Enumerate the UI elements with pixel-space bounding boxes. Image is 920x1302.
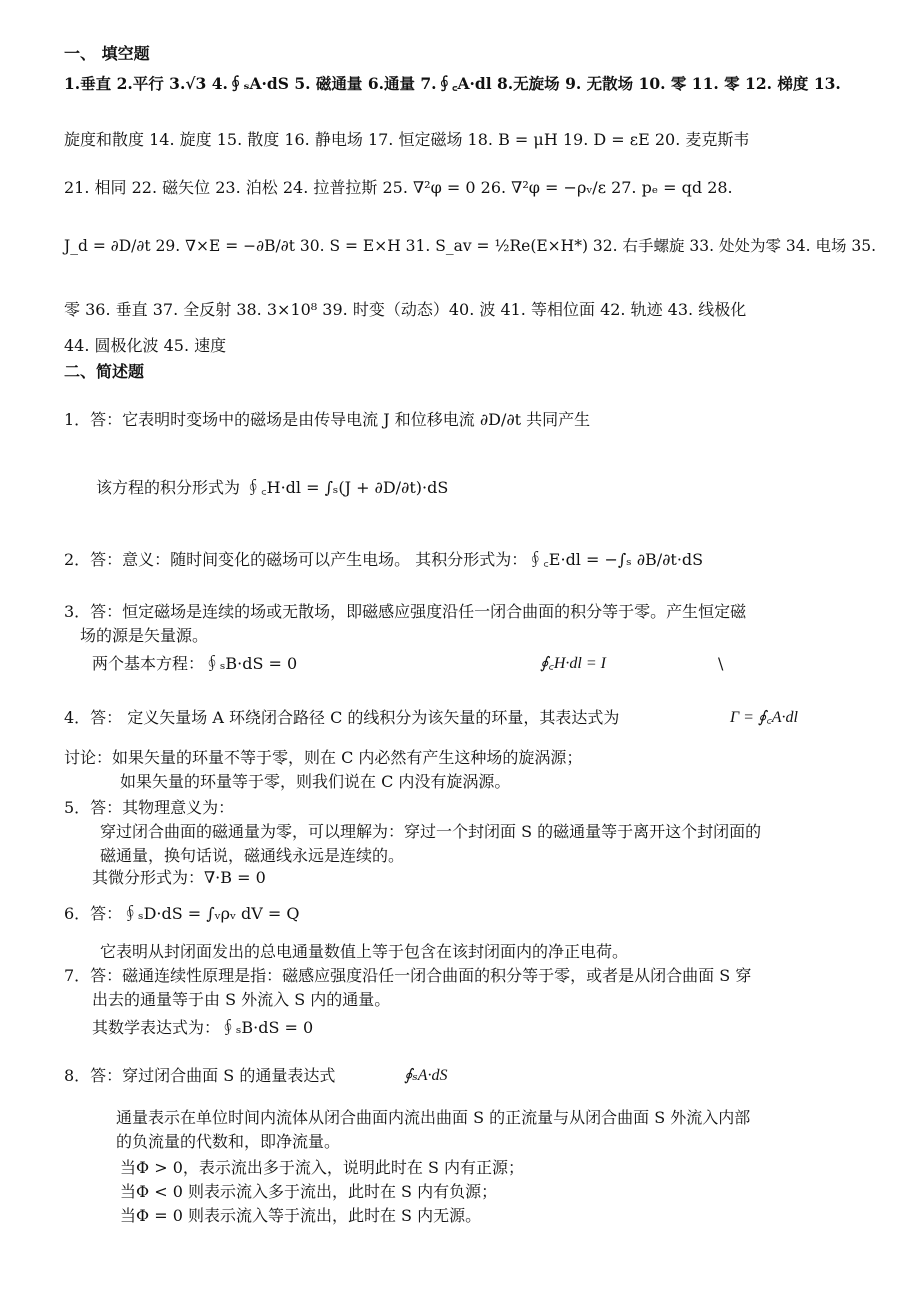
answer-3: 3．答：恒定磁场是连续的场或无散场，即磁感应强度沿任一闭合曲面的积分等于零。产生恒定磁 (64, 602, 747, 621)
answer-8-line-2: 通量表示在单位时间内流体从闭合曲面内流出曲面 S 的正流量与从闭合曲面 S 外流入内部 (116, 1108, 751, 1127)
answer-5-line-3: 磁通量，换句话说，磁通线永远是连续的。 (100, 846, 405, 865)
answer-2: 2．答：意义：随时间变化的磁场可以产生电场。 其积分形式为：∮꜀E·dl = −∫ₛ ∂B/∂t·dS (64, 550, 704, 569)
answer-3-equation-h: ∮꜀H·dl = I (540, 655, 606, 672)
answer-7: 7．答：磁通连续性原理是指：磁感应强度沿任一闭合曲面的积分等于零，或者是从闭合曲面 S 穿 (64, 966, 752, 985)
answer-4-discussion-1: 讨论：如果矢量的环量不等于零，则在 C 内必然有产生这种场的旋涡源； (64, 748, 583, 767)
answer-8-line-3: 的负流量的代数和，即净流量。 (116, 1132, 341, 1151)
answer-8-case-negative: 当Φ < 0 则表示流入多于流出，此时在 S 内有负源； (120, 1182, 498, 1201)
short-answer-section-heading: 二、简述题 (64, 362, 145, 381)
answer-7-expression: 其数学表达式为：∮ₛB·dS = 0 (92, 1018, 314, 1037)
fill-section-heading: 一、 填空题 (64, 44, 150, 63)
answer-8-case-positive: 当Φ > 0，表示流出多于流入，说明此时在 S 内有正源； (120, 1158, 525, 1177)
answer-1-integral-form: 该方程的积分形式为 ∮꜀H·dl = ∫ₛ(J + ∂D/∂t)·dS (96, 478, 449, 497)
fill-answers-line-6: 44. 圆极化波 45. 速度 (64, 336, 227, 355)
fill-answers-line-3: 21. 相同 22. 磁矢位 23. 泊松 24. 拉普拉斯 25. ∇²φ = 0 26. ∇²φ = −ρᵥ/ε 27. pₑ = qd 28. (64, 178, 733, 197)
answer-7-line-2: 出去的通量等于由 S 外流入 S 内的通量。 (92, 990, 391, 1009)
fill-answers-line-2: 旋度和散度 14. 旋度 15. 散度 16. 静电场 17. 恒定磁场 18. B = μH 19. D = εE 20. 麦克斯韦 (64, 130, 750, 149)
answer-4: 4．答： 定义矢量场 A 环绕闭合路径 C 的线积分为该矢量的环量，其表达式为 (64, 708, 620, 727)
stray-backslash: \ (718, 654, 724, 673)
fill-answers-line-1: 1.垂直 2.平行 3.√3 4.∮ₛA·dS 5. 磁通量 6.通量 7.∮꜀A·dl 8.无旋场 9. 无散场 10. 零 11. 零 12. 梯度 13. (64, 74, 841, 93)
answer-5-differential-form: 其微分形式为：∇·B = 0 (92, 868, 266, 887)
answer-8-case-zero: 当Φ = 0 则表示流入等于流出，此时在 S 内无源。 (120, 1206, 482, 1225)
fill-answers-line-4: J_d = ∂D/∂t 29. ∇×E = −∂B/∂t 30. S = E×H 31. S_av = ½Re(E×H*) 32. 右手螺旋 33. 处处为零 34. 电场 35. (64, 237, 877, 255)
answer-3-equation-b: 两个基本方程：∮ₛB·dS = 0 (92, 654, 298, 673)
answer-4-circulation: Γ = ∮꜀A·dl (730, 709, 798, 726)
answer-6: 6．答：∮ₛD·dS = ∫ᵥρᵥ dV = Q (64, 904, 300, 923)
answer-6-line-2: 它表明从封闭面发出的总电通量数值上等于包含在该封闭面内的净正电荷。 (100, 942, 629, 961)
answer-8: 8．答：穿过闭合曲面 S 的通量表达式 (64, 1066, 336, 1085)
answer-5-line-2: 穿过闭合曲面的磁通量为零，可以理解为：穿过一个封闭面 S 的磁通量等于离开这个封闭面的 (100, 822, 762, 841)
answer-3-line-2: 场的源是矢量源。 (80, 626, 209, 645)
answer-5: 5．答：其物理意义为： (64, 798, 235, 817)
answer-4-discussion-2: 如果矢量的环量等于零，则我们说在 C 内没有旋涡源。 (120, 772, 511, 791)
fill-answers-line-5: 零 36. 垂直 37. 全反射 38. 3×10⁸ 39. 时变（动态）40. 波 41. 等相位面 42. 轨迹 43. 线极化 (64, 300, 747, 319)
answer-8-flux-expression: ∮ₛA·dS (404, 1067, 448, 1084)
answer-1: 1．答：它表明时变场中的磁场是由传导电流 J 和位移电流 ∂D/∂t 共同产生 (64, 410, 591, 429)
